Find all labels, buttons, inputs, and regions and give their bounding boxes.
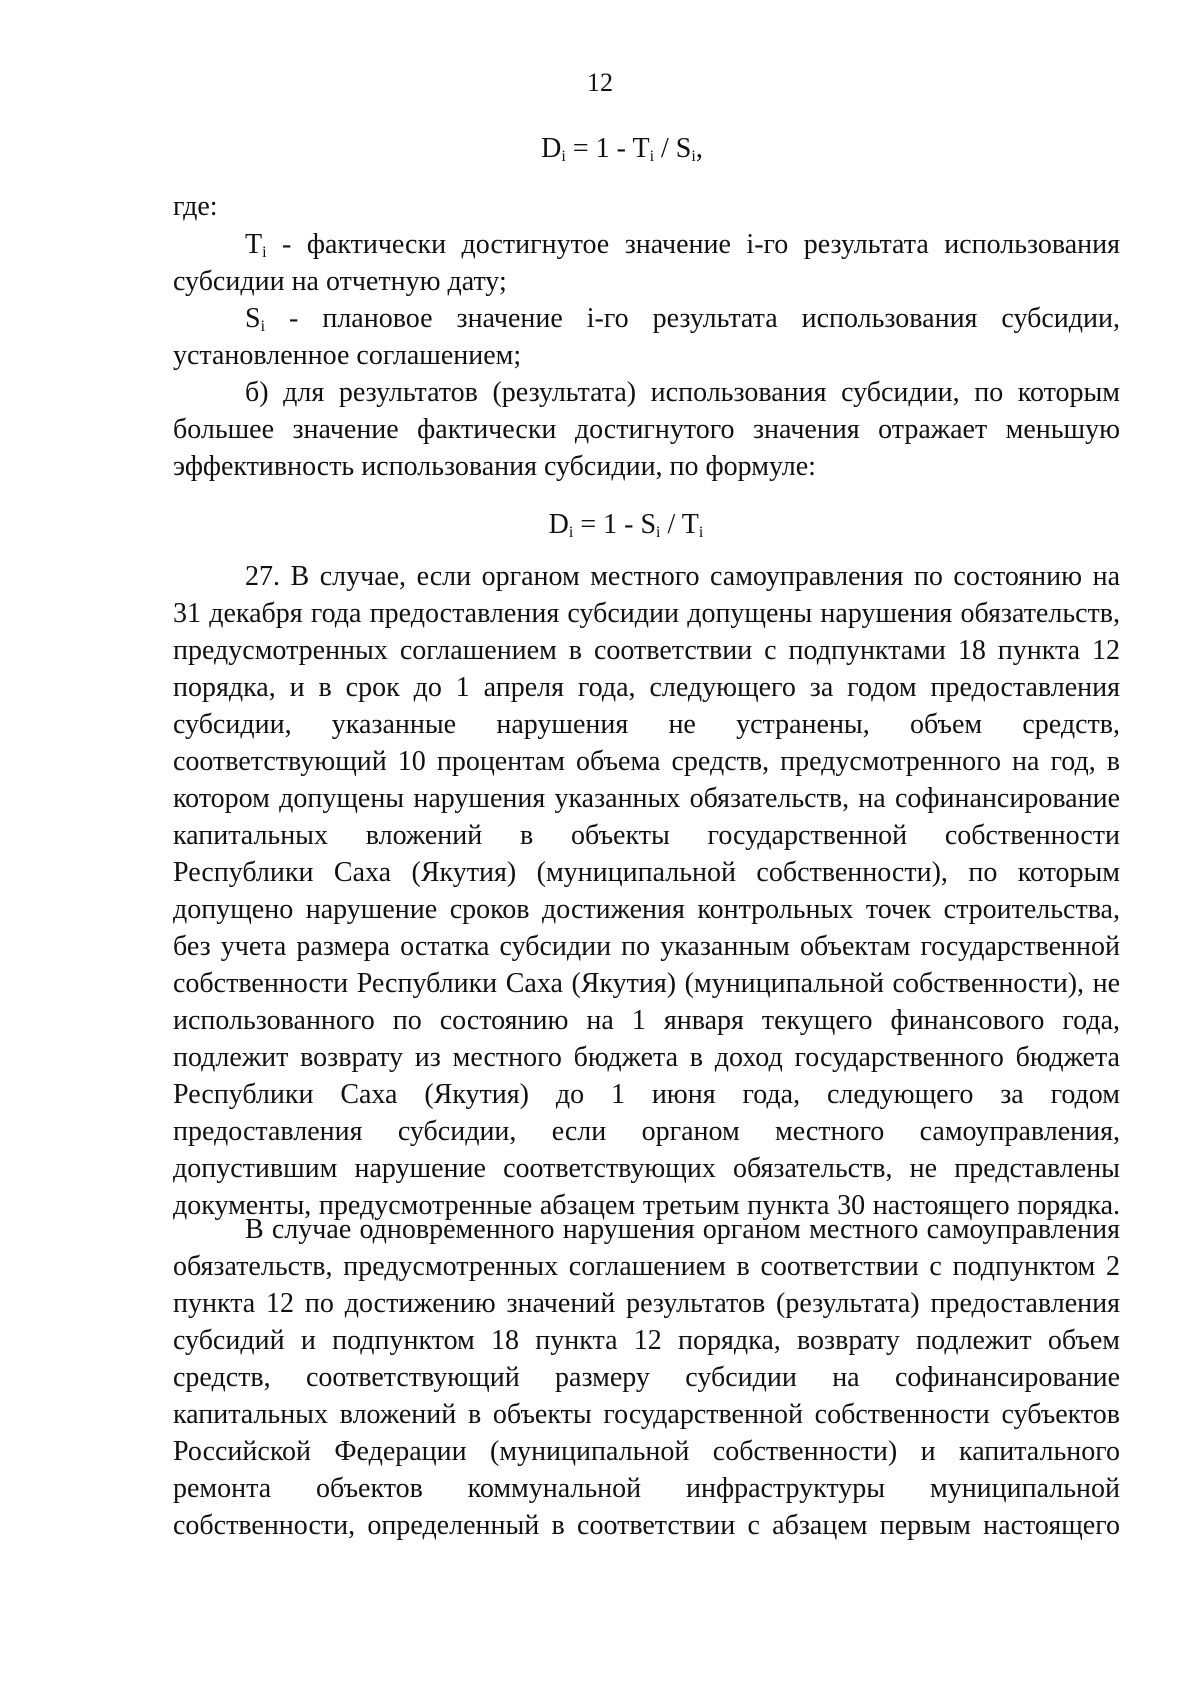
text-line: В случае одновременного нарушения органом местного самоуправления (245, 1214, 1120, 1245)
t-definition-line-1: $T_i$ - фактически достигнутое значение i-го результата использования (245, 229, 1120, 261)
text-line: капитальных вложений в объекты государственной собственности (173, 820, 1120, 851)
text-line: Республики Саха (Якутия) до 1 июня года, следующего за годом (173, 1079, 1120, 1110)
paragraph-simultaneous-violation (173, 1211, 1120, 1544)
text-line: использованного по состоянию на 1 января текущего финансового года, (173, 1005, 1120, 1036)
text-line: допустившим нарушение соответствующих обязательств, не представлены (173, 1153, 1120, 1184)
text-line: ремонта объектов коммунальной инфраструктуры муниципальной (173, 1473, 1120, 1504)
t-definition-line-2: субсидии на отчетную дату; (173, 266, 507, 297)
text-line: 27. В случае, если органом местного самоуправления по состоянию на (245, 561, 1120, 592)
text-line: собственности Республики Саха (Якутия) (муниципальной собственности), не (173, 968, 1120, 999)
text-line: средств, соответствующий размеру субсидии на софинансирование (173, 1362, 1120, 1393)
text-line: соответствующий 10 процентам объема средств, предусмотренного на год, в (173, 746, 1120, 777)
text-line: предоставления субсидии, если органом местного самоуправления, (173, 1116, 1120, 1147)
s-definition-line-1: $S_i$ - плановое значение i-го результата использования субсидии, (245, 303, 1120, 335)
text-line: документы, предусмотренные абзацем третьим пункта 30 настоящего порядка. (173, 1190, 1120, 1221)
text-line: подлежит возврату из местного бюджета в доход государственного бюджета (173, 1042, 1120, 1073)
text-line: капитальных вложений в объекты государственной собственности субъектов (173, 1399, 1120, 1430)
text-line: без учета размера остатка субсидии по указанным объектам государственной (173, 931, 1120, 962)
text-line: Российской Федерации (муниципальной собственности) и капитального (173, 1436, 1120, 1467)
text-line: обязательств, предусмотренных соглашением в соответствии с подпунктом 2 (173, 1251, 1120, 1282)
text-line: Республики Саха (Якутия) (муниципальной собственности), по которым (173, 857, 1120, 888)
text-line: порядка, и в срок до 1 апреля года, следующего за годом предоставления (173, 672, 1120, 703)
text-line: субсидии, указанные нарушения не устранены, объем средств, (173, 709, 1120, 740)
text-line: собственности, определенный в соответствии с абзацем первым настоящего (173, 1510, 1120, 1541)
where-label: где: (173, 191, 218, 222)
s-definition-line-2: установленное соглашением; (173, 340, 522, 371)
text-line: допущено нарушение сроков достижения контрольных точек строительства, (173, 894, 1120, 925)
b-line: б) для результатов (результата) использования субсидии, по которым (245, 377, 1120, 408)
text-line: 31 декабря года предоставления субсидии допущены нарушения обязательств, (173, 598, 1120, 629)
b-line: эффективность использования субсидии, по формуле: (173, 451, 816, 482)
formula-1: $D_i = 1 - T_i / S_i$, (541, 133, 703, 165)
definitions-block (173, 226, 1120, 485)
text-line: пункта 12 по достижению значений результатов (результата) предоставления (173, 1288, 1120, 1319)
text-line: предусмотренных соглашением в соответствии с подпунктами 18 пункта 12 (173, 635, 1120, 666)
formula-2: $D_i = 1 - S_i / T_i$ (548, 509, 704, 541)
b-line: большее значение фактически достигнутого значения отражает меньшую (173, 414, 1120, 445)
paragraph-27 (173, 558, 1120, 1224)
text-line: котором допущены нарушения указанных обязательств, на софинансирование (173, 783, 1120, 814)
text-line: субсидий и подпунктом 18 пункта 12 порядка, возврату подлежит объем (173, 1325, 1120, 1356)
page-number: 12 (587, 68, 613, 97)
